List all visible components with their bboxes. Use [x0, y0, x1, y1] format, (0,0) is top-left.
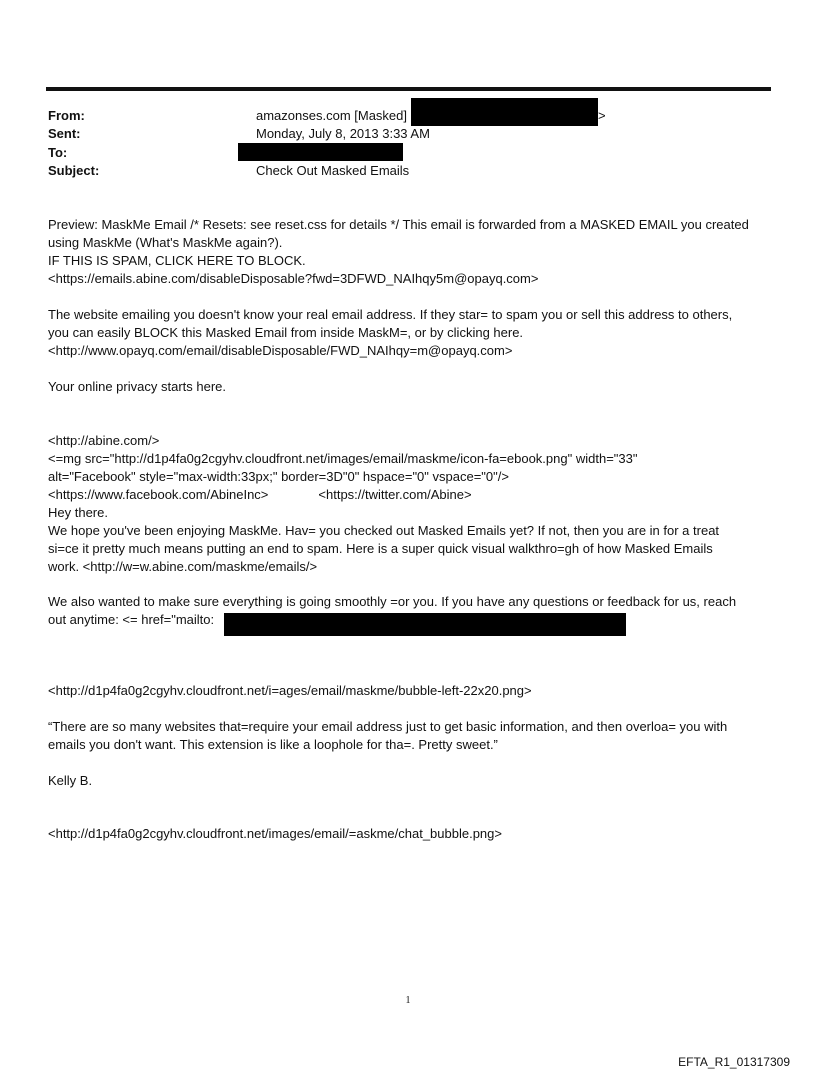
body-line: IF THIS IS SPAM, CLICK HERE TO BLOCK. [48, 253, 306, 268]
preview-paragraph [48, 216, 773, 288]
body-line: you can easily BLOCK this Masked Email from inside MaskM=, or by clicking here. [48, 325, 524, 340]
body-line: <https://emails.abine.com/disableDisposable?fwd=3DFWD_NAIhqy5m@opayq.com> [48, 271, 539, 286]
from-suffix: > [598, 108, 606, 123]
body-line: alt="Facebook" style="max-width:33px;" border=3D"0" hspace="0" vspace="0"/> [48, 469, 509, 484]
sent-label: Sent: [48, 126, 81, 141]
redaction-from [411, 98, 598, 126]
body-line: work. <http://w=w.abine.com/maskme/emails/> [48, 559, 318, 574]
privacy-paragraph [48, 378, 773, 396]
twitter-link: <https://twitter.com/Abine> [318, 487, 472, 502]
body-line: emails you don't want. This extension is like a loophole for tha=. Pretty sweet.” [48, 737, 498, 752]
body-line: <http://www.opayq.com/email/disableDisposable/FWD_NAIhqy=m@opayq.com> [48, 343, 513, 358]
signature-paragraph [48, 772, 773, 790]
body-line: “There are so many websites that=require your email address just to get basic information, and then overloa= you with [48, 719, 728, 734]
bubble-link-paragraph [48, 682, 773, 700]
page-number: 1 [405, 995, 411, 1006]
body-line: using MaskMe (What's MaskMe again?). [48, 235, 283, 250]
body-line: out anytime: <= href="mailto: [48, 612, 215, 627]
from-value [256, 107, 407, 125]
website-paragraph [48, 306, 773, 360]
document-id: EFTA_R1_01317309 [678, 1055, 790, 1069]
redaction-to [238, 143, 403, 161]
body-line: Kelly B. [48, 773, 93, 788]
subject-label: Subject: [48, 163, 100, 178]
body-line: Preview: MaskMe Email /* Resets: see reset.css for details */ This email is forwarded from a MASKED EMAIL you created [48, 217, 749, 232]
body-line: Hey there. [48, 505, 108, 520]
body-line: si=ce it pretty much means putting an end to spam. Here is a super quick visual walkthro=gh of how Masked Emails [48, 541, 713, 556]
body-line: <http://d1p4fa0g2cgyhv.cloudfront.net/i=ages/email/maskme/bubble-left-22x20.png> [48, 683, 532, 698]
from-sender: amazonses.com [Masked] [256, 108, 408, 123]
body-line: <=mg src="http://d1p4fa0g2cgyhv.cloudfront.net/images/email/maskme/icon-fa=ebook.png" width="33" [48, 451, 638, 466]
body-line: Your online privacy starts here. [48, 379, 227, 394]
sent-value: Monday, July 8, 2013 3:33 AM [256, 126, 430, 141]
body-line: We hope you've been enjoying MaskMe. Hav= you checked out Masked Emails yet? If not, then you are in for a treat [48, 523, 720, 538]
subject-value: Check Out Masked Emails [256, 163, 410, 178]
body-line: <http://d1p4fa0g2cgyhv.cloudfront.net/images/email/=askme/chat_bubble.png> [48, 826, 502, 841]
body-line: The website emailing you doesn't know your real email address. If they star= to spam you or sell this address to others, [48, 307, 733, 322]
chat-bubble-paragraph [48, 825, 773, 843]
from-label: From: [48, 108, 85, 123]
to-label: To: [48, 145, 68, 160]
facebook-link: <https://www.facebook.com/AbineInc> [48, 487, 269, 502]
testimonial-paragraph [48, 718, 773, 754]
redaction-mailto [224, 613, 626, 636]
links-paragraph [48, 432, 773, 576]
header-rule [46, 87, 771, 91]
body-line: <http://abine.com/> [48, 433, 160, 448]
social-links-line [48, 486, 773, 504]
body-line: We also wanted to make sure everything is going smoothly =or you. If you have any questions or feedback for us, reach [48, 594, 737, 609]
